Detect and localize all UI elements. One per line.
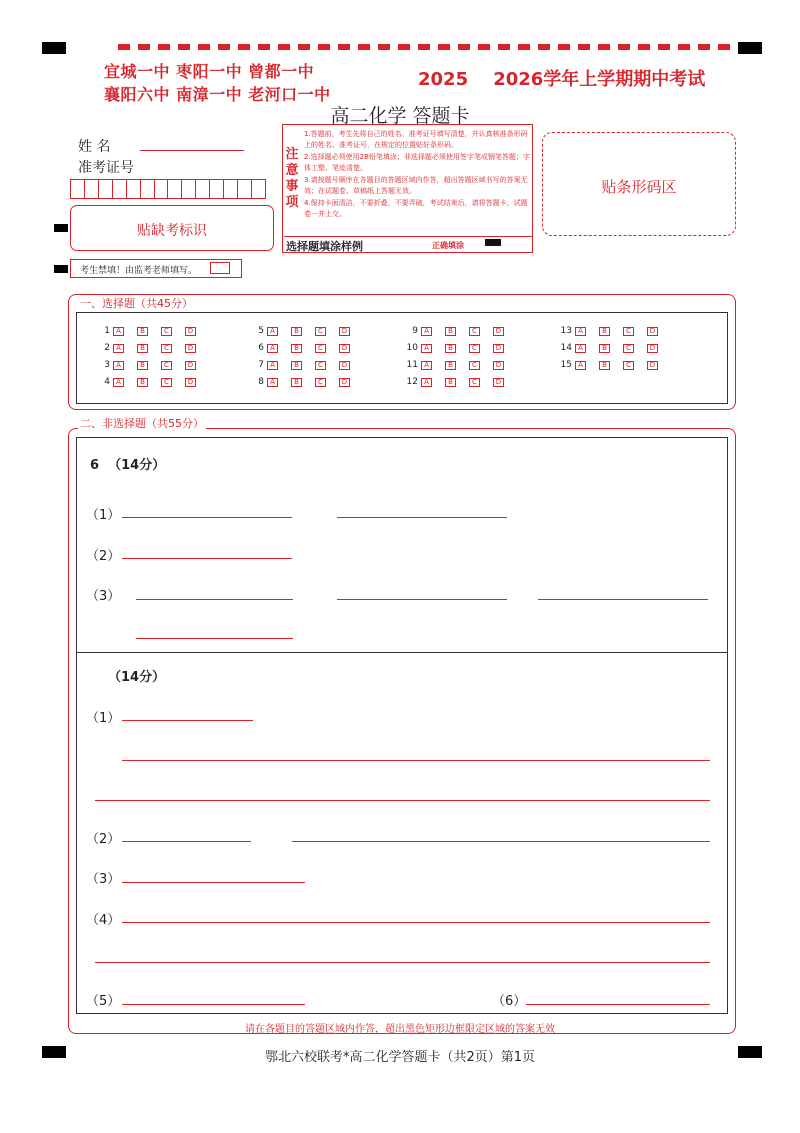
exam-title (418, 65, 705, 91)
proctor-mark-box (210, 262, 230, 274)
choice-question-12 (400, 377, 517, 387)
choice-bubble-1-c[interactable]: C (161, 327, 172, 336)
q17-part-5: （5） (86, 994, 121, 1009)
q17-part-6: （6） (492, 994, 527, 1009)
q17-6-answer[interactable] (526, 992, 710, 1005)
choice-bubble-8-d[interactable]: D (339, 378, 350, 387)
exam-term: 2026学年上学期期中考试 (493, 69, 706, 90)
q17-part-3: （3） (86, 872, 121, 887)
choice-bubble-9-b[interactable]: B (445, 327, 456, 336)
choice-bubble-6-d[interactable]: D (339, 344, 350, 353)
choice-bubble-11-b[interactable]: B (445, 361, 456, 370)
section-free-title: 二、非选择题（共55分） (80, 417, 204, 430)
sample-label: 选择题填涂样例 (286, 240, 363, 253)
answer-area-warning: 请在各题目的答题区域内作答，超出黑色矩形边框限定区域的答案无效 (245, 1024, 555, 1035)
q17-4-answer-a[interactable] (122, 910, 710, 923)
schools-line-1: 宜城一中 枣阳一中 曾都一中 (104, 62, 315, 81)
choice-bubble-7-a[interactable]: A (267, 361, 278, 370)
q16-1-answer-a[interactable] (122, 505, 292, 518)
note-item-2: 2.选择题必须使用2B铅笔填涂；非选择题必须使用签字笔或钢笔答题；字体工整、笔迹清楚。 (304, 153, 530, 172)
notes-heading: 注意事项 (285, 147, 299, 210)
choice-question-5 (246, 326, 363, 336)
choice-bubble-10-d[interactable]: D (493, 344, 504, 353)
choice-question-2 (92, 343, 209, 353)
choice-question-number: 10 (406, 343, 418, 353)
q16-part-1: （1） (86, 508, 121, 523)
timing-mark-top-left (42, 42, 66, 54)
q16-3-answer-a[interactable] (136, 587, 293, 600)
choice-bubble-4-b[interactable]: B (137, 378, 148, 387)
q17-score: （14分） (108, 670, 166, 685)
card-title: 高二化学 答题卡 (330, 105, 470, 127)
q17-1-answer-a[interactable] (122, 708, 253, 721)
choice-bubble-14-d[interactable]: D (647, 344, 658, 353)
choice-bubble-6-a[interactable]: A (267, 344, 278, 353)
choice-bubble-6-c[interactable]: C (315, 344, 326, 353)
correct-fill-sample (485, 239, 501, 246)
choice-bubble-3-d[interactable]: D (185, 361, 196, 370)
choice-question-7 (246, 360, 363, 370)
q16-area (76, 437, 728, 653)
choice-question-number: 5 (258, 326, 264, 336)
choice-bubble-4-c[interactable]: C (161, 378, 172, 387)
q17-5-answer[interactable] (122, 992, 305, 1005)
proctor-only-label: 考生禁填！由监考老师填写。 (80, 266, 198, 276)
choice-question-10 (400, 343, 517, 353)
q16-header (90, 454, 165, 473)
choice-bubble-9-c[interactable]: C (469, 327, 480, 336)
timing-mark-top-right (738, 42, 762, 54)
choice-question-number: 8 (258, 377, 264, 387)
choice-bubble-14-b[interactable]: B (599, 344, 610, 353)
note-item-1: 1.答题前，考生先将自己的姓名、准考证号填写清楚，并认真核准条形码上的姓名、准考证号，在规定的位置贴好条形码。 (304, 130, 528, 149)
choice-bubble-7-b[interactable]: B (291, 361, 302, 370)
q16-part-2: （2） (86, 549, 121, 564)
q16-number: 6 (90, 458, 100, 473)
choice-question-number: 11 (406, 360, 418, 370)
choice-bubble-2-c[interactable]: C (161, 344, 172, 353)
choice-bubble-12-d[interactable]: D (493, 378, 504, 387)
choice-bubble-15-d[interactable]: D (647, 361, 658, 370)
choice-bubble-5-c[interactable]: C (315, 327, 326, 336)
choice-question-15 (554, 360, 671, 370)
choice-bubble-8-c[interactable]: C (315, 378, 326, 387)
q16-3-answer-c[interactable] (538, 587, 708, 600)
choice-bubble-2-a[interactable]: A (113, 344, 124, 353)
choice-bubble-4-d[interactable]: D (185, 378, 196, 387)
choice-question-number: 13 (560, 326, 572, 336)
correct-fill-label: 正确填涂 (432, 241, 464, 250)
section-choice-title: 一、选择题（共45分） (80, 297, 193, 310)
choice-bubble-10-c[interactable]: C (469, 344, 480, 353)
notes-list (304, 129, 530, 221)
choice-bubble-4-a[interactable]: A (113, 378, 124, 387)
choice-question-number: 12 (406, 377, 418, 387)
q16-3-answer-b[interactable] (337, 587, 507, 600)
choice-bubble-9-a[interactable]: A (421, 327, 432, 336)
q16-score: （14分） (108, 458, 166, 473)
choice-bubble-5-a[interactable]: A (267, 327, 278, 336)
q16-3-answer-d[interactable] (136, 626, 293, 639)
choice-bubble-13-c[interactable]: C (623, 327, 634, 336)
absent-sticker-label: 贴缺考标识 (137, 223, 207, 239)
choice-bubble-15-a[interactable]: A (575, 361, 586, 370)
choice-question-13 (554, 326, 671, 336)
choice-question-number: 15 (560, 360, 572, 370)
q16-1-answer-b[interactable] (337, 505, 507, 518)
choice-bubble-3-b[interactable]: B (137, 361, 148, 370)
choice-bubble-6-b[interactable]: B (291, 344, 302, 353)
choice-bubble-15-c[interactable]: C (623, 361, 634, 370)
timing-mark-left-2 (54, 265, 68, 273)
choice-question-number: 3 (104, 360, 110, 370)
choice-question-4 (92, 377, 209, 387)
q17-3-answer[interactable] (122, 870, 305, 883)
exam-id-label: 准考证号 (78, 160, 134, 176)
q17-4-answer-b[interactable] (95, 950, 710, 963)
choice-bubble-1-a[interactable]: A (113, 327, 124, 336)
choice-bubble-13-b[interactable]: B (599, 327, 610, 336)
choice-bubble-14-c[interactable]: C (623, 344, 634, 353)
choice-bubble-8-b[interactable]: B (291, 378, 302, 387)
choice-bubble-5-d[interactable]: D (339, 327, 350, 336)
choice-bubble-11-d[interactable]: D (493, 361, 504, 370)
choice-question-6 (246, 343, 363, 353)
choice-question-8 (246, 377, 363, 387)
choice-question-number: 1 (104, 326, 110, 336)
choice-question-number: 14 (560, 343, 572, 353)
choice-bubble-1-d[interactable]: D (185, 327, 196, 336)
barcode-label: 贴条形码区 (601, 178, 677, 196)
top-dash-bar (118, 44, 734, 50)
q17-1-answer-b[interactable] (122, 748, 710, 761)
q17-1-answer-c[interactable] (95, 788, 710, 801)
choice-bubble-7-d[interactable]: D (339, 361, 350, 370)
choice-question-3 (92, 360, 209, 370)
choice-bubble-10-b[interactable]: B (445, 344, 456, 353)
name-field[interactable] (140, 134, 244, 151)
page-footer: 鄂北六校联考*高二化学答题卡（共2页）第1页 (264, 1050, 536, 1065)
exam-year: 2025 (418, 69, 469, 90)
q17-2-answer-b[interactable] (292, 829, 710, 842)
choice-question-14 (554, 343, 671, 353)
note-item-4: 4.保持卡面清洁，不要折叠，不要弄破，考试结束后，请将答题卡，试题卷一并上交。 (304, 199, 528, 218)
exam-id-boxes[interactable] (70, 179, 266, 199)
choice-bubble-14-a[interactable]: A (575, 344, 586, 353)
choice-question-number: 4 (104, 377, 110, 387)
q16-part-3: （3） (86, 589, 121, 604)
choice-question-number: 7 (258, 360, 264, 370)
choice-bubble-8-a[interactable]: A (267, 378, 278, 387)
choice-bubble-9-d[interactable]: D (493, 327, 504, 336)
q17-2-answer-a[interactable] (122, 829, 251, 842)
q16-2-answer[interactable] (122, 546, 292, 559)
choice-bubble-2-b[interactable]: B (137, 344, 148, 353)
q17-part-1: （1） (86, 711, 121, 726)
choice-bubble-1-b[interactable]: B (137, 327, 148, 336)
schools-line-2: 襄阳六中 南漳一中 老河口一中 (104, 85, 331, 104)
choice-question-number: 6 (258, 343, 264, 353)
choice-bubble-12-b[interactable]: B (445, 378, 456, 387)
choice-question-number: 2 (104, 343, 110, 353)
choice-bubble-13-a[interactable]: A (575, 327, 586, 336)
note-item-3: 3.请按题号顺序在各题目的答题区域内作答，超出答题区域书写的答案无效；在试题卷、草稿纸上答题无效。 (304, 176, 528, 195)
q17-part-2: （2） (86, 832, 121, 847)
choice-bubble-5-b[interactable]: B (291, 327, 302, 336)
q17-part-4: （4） (86, 913, 121, 928)
choice-bubble-10-a[interactable]: A (421, 344, 432, 353)
choice-bubble-7-c[interactable]: C (315, 361, 326, 370)
choice-question-number: 9 (412, 326, 418, 336)
choice-bubble-3-a[interactable]: A (113, 361, 124, 370)
choice-bubble-11-c[interactable]: C (469, 361, 480, 370)
timing-mark-left-1 (54, 224, 68, 232)
choice-bubble-3-c[interactable]: C (161, 361, 172, 370)
choice-bubble-15-b[interactable]: B (599, 361, 610, 370)
choice-question-11 (400, 360, 517, 370)
choice-bubble-12-c[interactable]: C (469, 378, 480, 387)
choice-question-9 (400, 326, 517, 336)
choice-bubble-2-d[interactable]: D (185, 344, 196, 353)
choice-bubble-12-a[interactable]: A (421, 378, 432, 387)
choice-question-1 (92, 326, 209, 336)
choice-bubble-11-a[interactable]: A (421, 361, 432, 370)
name-label: 姓 名 (78, 139, 111, 155)
choice-bubble-13-d[interactable]: D (647, 327, 658, 336)
